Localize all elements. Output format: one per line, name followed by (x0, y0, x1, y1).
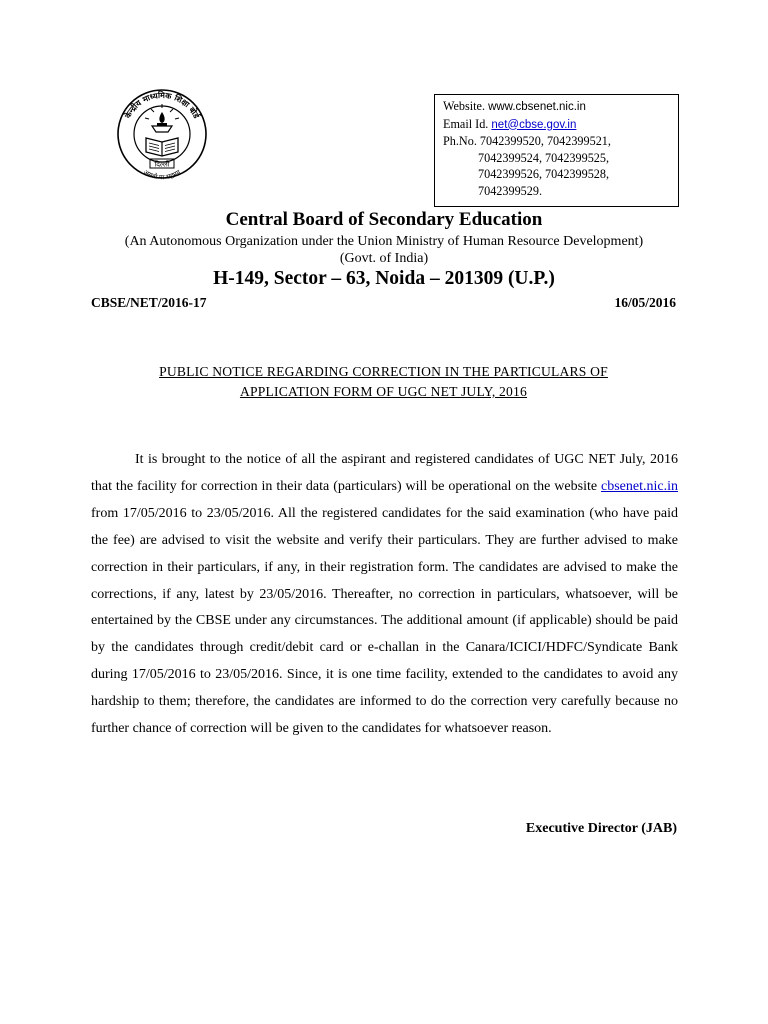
signature-title: Executive Director (JAB) (525, 821, 677, 836)
logo-text-bottom: असतो मा सद्गमय (142, 168, 182, 182)
notice-title-line-1: PUBLIC NOTICE REGARDING CORRECTION IN THE PARTICULARS OF (159, 364, 608, 379)
notice-body (91, 447, 678, 743)
logo-text-city: दिल्ली (154, 160, 170, 169)
notice-title (91, 362, 676, 402)
org-name: Central Board of Secondary Education (225, 209, 543, 230)
notice-body-part-2: from 17/05/2016 to 23/05/2016. All the registered candidates for the said examination (who have paid the fee) are advised to visit the website and verify their particulars. They are further advised to make correction in their particulars, if any, in their registration form. The candidates are advised to make the corrections, if any, latest by 23/05/2016. Thereafter, no correction in particulars, whatsoever, will be entertained by the CBSE under any circumstances. The additional amount (if applicable) should be paid by the candidates through credit/debit card or e-challan in the Canara/ICICI/HDFC/Syndicate Bank during 17/05/2016 to 23/05/2016. Since, it is one time facility, extended to the candidates to avoid any hardship to them; therefore, the candidates are informed to do the correction very carefully because no further chance of correction will be given to the candidates for whatsoever reason. (91, 505, 678, 737)
contact-box (434, 94, 679, 207)
website-link[interactable]: cbsenet.nic.in (601, 478, 678, 494)
svg-text:असतो मा सद्गमय (142, 168, 182, 181)
phone-line-3: 7042399526, 7042399528, (478, 167, 610, 181)
email-link[interactable]: net@cbse.gov.in (491, 118, 577, 131)
cbse-emblem-logo (112, 82, 212, 192)
reference-line (91, 295, 676, 311)
reference-number: CBSE/NET/2016-17 (91, 295, 207, 310)
website-value: www.cbsenet.nic.in (488, 101, 586, 113)
notice-body-part-1: It is brought to the notice of all the aspirant and registered candidates of UGC NET July, 2016 that the facility for correction in their data (particulars) will be operational on the website (91, 452, 678, 494)
email-row (443, 116, 670, 134)
phone-line-2: 7042399524, 7042399525, (478, 150, 610, 165)
website-row (443, 98, 670, 116)
email-label: Email Id. (443, 116, 492, 131)
org-govt: (Govt. of India) (339, 251, 429, 266)
phone-line-1: Ph.No. 7042399520, 7042399521, (443, 134, 611, 148)
org-subtitle: (An Autonomous Organization under the Union Ministry of Human Resource Development) (124, 234, 644, 249)
website-label: Website. (443, 99, 489, 113)
reference-date: 16/05/2016 (614, 295, 676, 310)
logo-text-top: केन्द्रीय माध्यमिक शिक्षा बोर्ड (123, 90, 201, 120)
notice-title-line-2: APPLICATION FORM OF UGC NET JULY, 2016 (239, 384, 528, 399)
org-address: H-149, Sector – 63, Noida – 201309 (U.P.) (213, 268, 555, 289)
phone-line-4: 7042399529. (478, 183, 542, 198)
